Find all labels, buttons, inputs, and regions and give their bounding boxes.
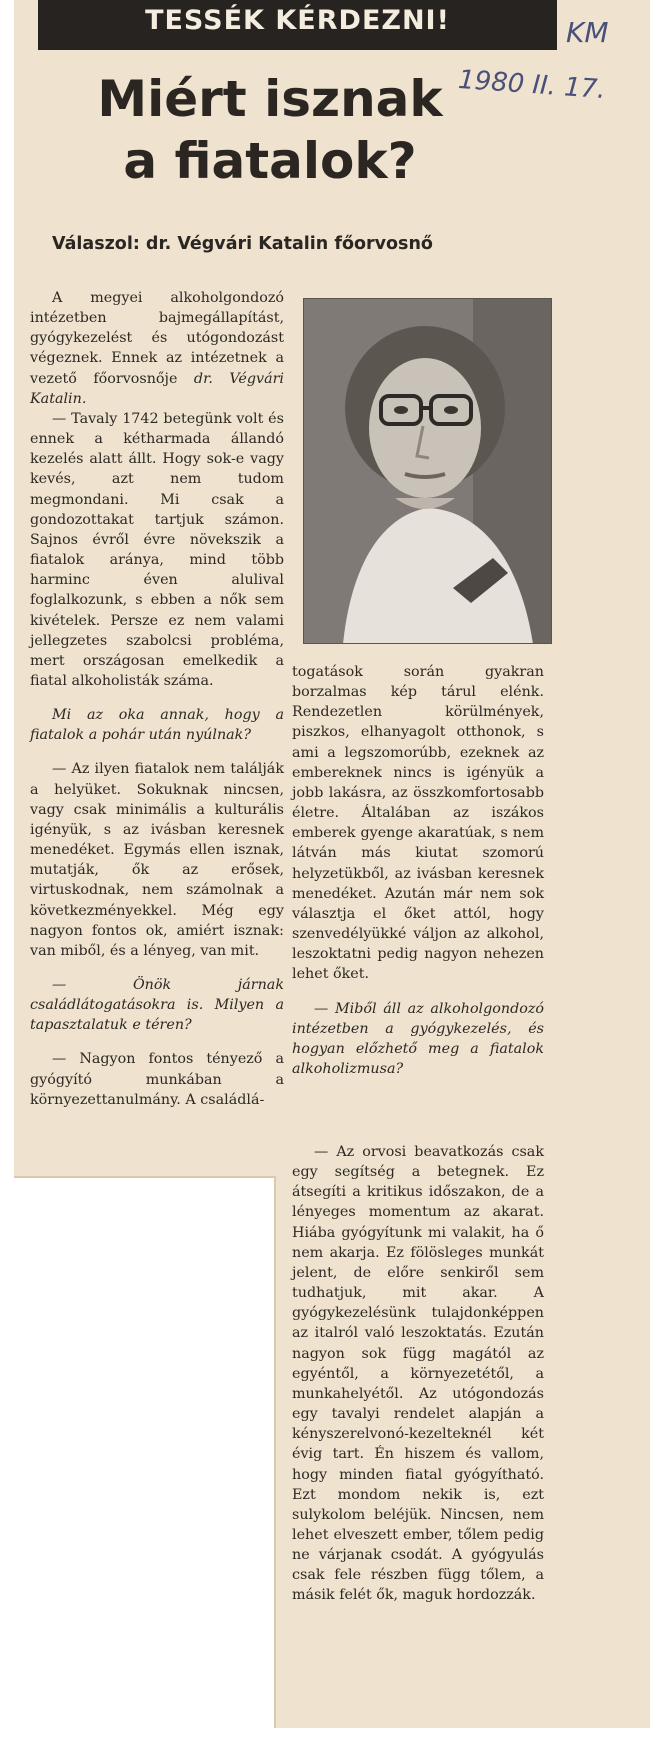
- paragraph-answer-1: — Tavaly 1742 betegünk volt és ennek a kétharmada állandó kezelés alatt állt. Hogy sok-e vagy kevés, azt nem tudom megmondani. Mi csak a gondozottakat tartjuk számon. Sajnos évről évre növekszik a fiatalok aránya, mind több harminc éven alulival foglalkozunk, s ebben a nők sem kivételek. Persze ez nem valami jellegzetes szabolcsi probléma, mert országosan emelkedik a fiatal alkoholisták száma.: [30, 410, 284, 689]
- article-byline: Válaszol: dr. Végvári Katalin főorvosnő: [52, 234, 433, 254]
- question-3: — Miből áll az alkoholgondozó intézetben a gyógykezelés, és hogyan előzhető meg a fiatalok alkoholizmusa?: [292, 1000, 544, 1077]
- article-column-3: [292, 1142, 544, 1606]
- paragraph-answer-3: — Nagyon fontos tényező a gyógyító munkában a környezettanulmány. A családlá-: [30, 1051, 284, 1108]
- paragraph-answer-4: — Az orvosi beavatkozás csak egy segítség a betegnek. Ez átsegíti a kritikus időszakon, de a lényeges momentum az akarat. Hiába gyógyítunk mi valakit, ha ő nem akarja. Ez fölösleges munkát jelent, de előre senkiről sem tudhatjuk, mit akar. A gyógykezelésünk tulajdonképpen az italról való leszoktatás. Ezután nagyon sok függ magától az egyéntől, a környezetétől, a munkahelyétől. Az utógondozás egy tavalyi rendelet alapján a kényszerelvonó-kezelteknél két évig tart. Én hiszem és vallom, hogy minden fiatal gyógyítható. Ezt mondom nekik is, ezt sulykolom beléjük. Nincsen, nem lehet elveszett ember, tőlem pedig ne várjanak csodát. A gyógyulás csak fele részben függ tőlem, a másik felét ők, maguk hordozzák.: [292, 1144, 544, 1604]
- handwritten-mark: KM: [566, 16, 609, 49]
- question-1: Mi az oka annak, hogy a fiatalok a pohár után nyúlnak?: [30, 707, 284, 744]
- handwritten-date: 1980 II. 17.: [457, 64, 607, 106]
- paragraph-answer-3-cont: togatások során gyakran borzalmas kép tárul elénk. Rendezetlen körülmények, piszkos, elhanyagolt otthonok, s ami a legszomorúbb, ezeknek az embereknek nincs is igényük a jobb lakásra, az összkomfortosabb életre. Általában az iszákos emberek gyenge akaratúak, s nem látván más kiutat szomorú helyzetükből, az ivásban keresnek menedéket. Azután már nem sok választja el őket attól, hogy szenvedélyükké váljon az alkohol, leszoktatni pedig nagyon nehezen lehet őket.: [292, 664, 544, 983]
- section-banner: TESSÉK KÉRDEZNI!: [38, 0, 557, 50]
- headline-line-2: a fiatalok?: [123, 132, 417, 190]
- paragraph-answer-2: — Az ilyen fiatalok nem találják a helyüket. Sokuknak nincsen, vagy csak minimális a kulturális igényük, s az ivásban keresnek menedéket. Egymás ellen isznak, mutatják, ők az erősek, virtuskodnak, nem számolnak a következményekkel. Még egy nagyon fontos ok, amiért isznak: van miből, és a lényeg, van mit.: [30, 761, 284, 959]
- article-column-2: [292, 662, 544, 1093]
- intro-text: A megyei alkoholgondozó intézetben bajmegállapítást, gyógykezelést és utógondozást végeznek. Ennek az intézetnek a vezető főorvosnője: [30, 290, 284, 387]
- paragraph-intro: [30, 288, 284, 409]
- article-headline: [40, 68, 500, 192]
- article-column-1: [30, 288, 284, 1110]
- portrait-illustration: [303, 298, 552, 644]
- clipping-edge: [274, 1176, 276, 1728]
- question-2: — Önök járnak családlátogatásokra is. Milyen a tapasztalatuk e téren?: [30, 977, 284, 1034]
- clipping-edge: [14, 1176, 276, 1178]
- portrait-photo: [303, 298, 552, 644]
- headline-line-1: Miért isznak: [97, 70, 443, 128]
- doctor-name: dr. Végvári Katalin.: [30, 370, 284, 407]
